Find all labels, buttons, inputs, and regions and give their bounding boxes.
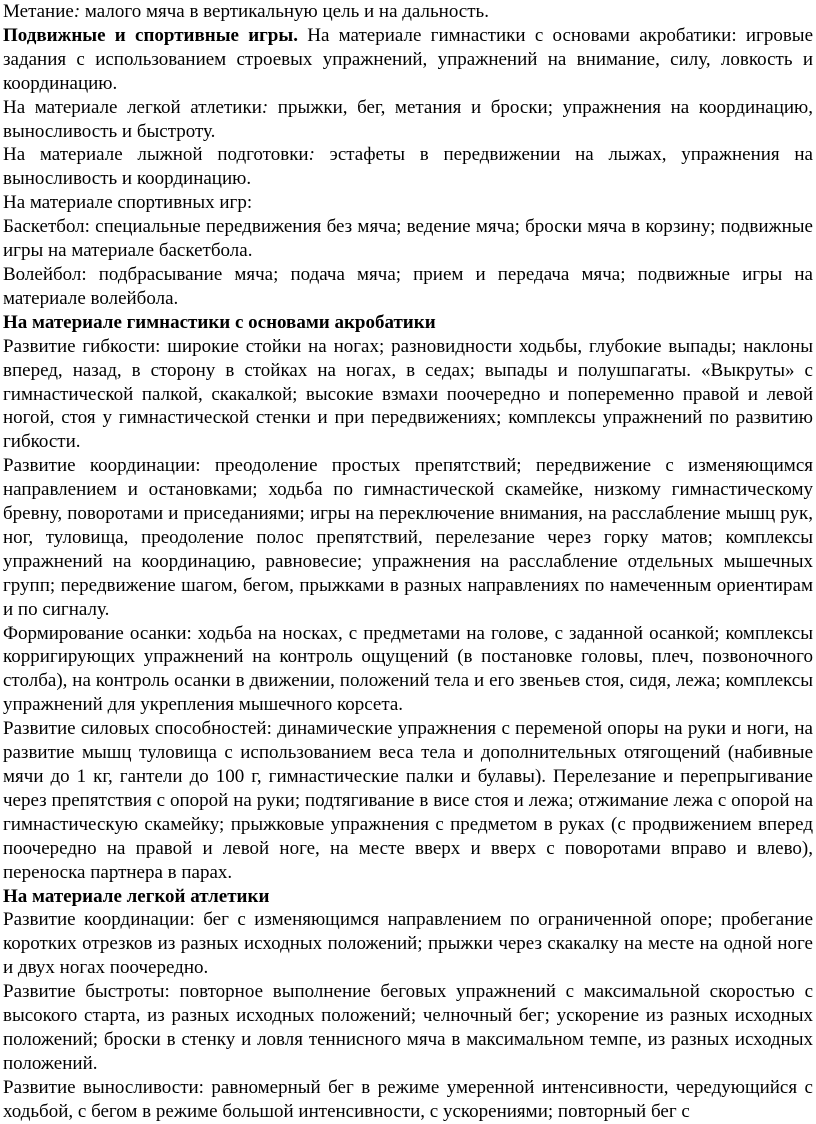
athletics-games-text: прыжки, бег, метания и броски; упражнения на координацию, выносливость и быстроту. [3, 96, 814, 142]
paragraph-strength: Развитие силовых способностей: динамические упражнения с переменой опоры на руки и ноги, на развитие мышц туловища с использованием веса тела и дополнительных отягощений (набивные мячи до 1 кг, гантели до 100 г, гимнастические палки и булавы). Перелезание и перепрыгивание через препятствия с опорой на руки; подтягивание в висе стоя и лежа; отжимание лежа с опорой на гимнастическую скамейку; прыжковые упражнения с предметом в руках (с продвижением вперед поочередно на правой и левой ноге, на месте вверх и вверх с поворотами вправо и влево), переноска партнера в парах. [3, 718, 813, 883]
paragraph-flexibility: Развитие гибкости: широкие стойки на ногах; разновидности ходьбы, глубокие выпады; наклоны вперед, назад, в сторону в стойках на ногах, в седах; выпады и полушпагаты. «Выкруты» с гимнастической палкой, скакалкой; высокие взмахи поочередно и попеременно правой и левой ногой, стоя у гимнастической стенки и при передвижениях; комплексы упражнений по развитию гибкости. [3, 335, 813, 453]
paragraph-volleyball: Волейбол: подбрасывание мяча; подача мяча; прием и передача мяча; подвижные игры на материале волейбола. [3, 263, 813, 309]
paragraph-endurance: Развитие выносливости: равномерный бег в режиме умеренной интенсивности, чередующийся с ходьбой, с бегом в режиме большой интенсивности, с ускорениями; повторный бег с [3, 1076, 813, 1122]
paragraph-athletics-coordination: Развитие координации: бег с изменяющимся направлением по ограниченной опоре; пробегание коротких отрезков из разных исходных положений; прыжки через скакалку на месте на одной ноге и двух ногах поочередно. [3, 909, 813, 979]
athletics-games-colon: : [261, 96, 269, 118]
ski-games-colon: : [308, 144, 315, 166]
throwing-lead: Метание [3, 1, 74, 22]
document-page [3, 0, 813, 1124]
ski-games-lead: На материале лыжной подготовки [3, 144, 309, 166]
throwing-colon: : [73, 1, 81, 22]
paragraph-basketball: Баскетбол: специальные передвижения без мяча; ведение мяча; броски мяча в корзину; подвижные игры на материале баскетбола. [3, 216, 813, 262]
heading-gymnastics: На материале гимнастики с основами акробатики [3, 311, 436, 333]
athletics-games-lead: На материале легкой атлетики [3, 96, 262, 118]
paragraph-outdoor-games [3, 24, 813, 96]
paragraph-athletics-games [3, 96, 813, 144]
heading-athletics: На материале легкой атлетики [3, 885, 270, 907]
paragraph-posture: Формирование осанки: ходьба на носках, с предметами на голове, с заданной осанкой; комплексы корригирующих упражнений на контроль ощущений (в постановке головы, плеч, позвоночного столба), на контроль осанки в движении, положений тела и его звеньев стоя, сидя, лежа; комплексы упражнений для укрепления мышечного корсета. [3, 622, 813, 716]
throwing-text: малого мяча в вертикальную цель и на дальность. [80, 1, 489, 22]
ski-games-text: эстафеты в передвижении на лыжах, упражнения на выносливость и координацию. [3, 144, 813, 190]
paragraph-throwing [3, 0, 813, 24]
outdoor-games-text: На материале гимнастики с основами акробатики: игровые задания с использованием строевых упражнений, упражнений на внимание, силу, ловкость и координацию. [3, 24, 814, 94]
paragraph-coordination: Развитие координации: преодоление простых препятствий; передвижение с изменяющимся направлением и остановками; ходьба по гимнастической скамейке, низкому гимнастическому бревну, поворотами и приседаниями; игры на переключение внимания, на расслабление мышц рук, ног, туловища, преодоление полос препятствий, перелезание через горку матов; комплексы упражнений на координацию, равновесие; упражнения на расслабление отдельных мышечных групп; передвижение шагом, бегом, прыжками в разных направлениях по намеченным ориентирам и по сигналу. [3, 455, 813, 620]
outdoor-games-heading: Подвижные и спортивные игры. [3, 24, 298, 46]
paragraph-ski-games [3, 143, 813, 191]
paragraph-sport-games-intro: На материале спортивных игр: [3, 192, 253, 214]
paragraph-speed: Развитие быстроты: повторное выполнение беговых упражнений с максимальной скоростью с высокого старта, из разных исходных положений; челночный бег; ускорение из разных исходных положений; броски в стенку и ловля теннисного мяча в максимальном темпе, из разных исходных положений. [3, 981, 813, 1074]
